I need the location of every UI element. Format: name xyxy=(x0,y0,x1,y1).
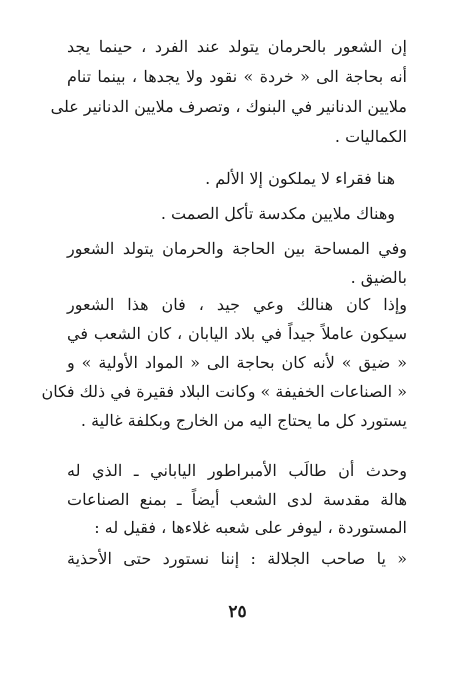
text-line: وحدث أن طالَب الأمبراطور الياباني ـ الذي له xyxy=(67,461,407,480)
text-line: سيكون عاملاً جيداً في بلاد اليابان ، كان الشعب في xyxy=(67,324,407,343)
text-line: وإذا كان هنالك وعي جيد ، فان هذا الشعور xyxy=(67,295,407,314)
text-line: « يا صاحب الجلالة : إننا نستورد حتى الأحذية xyxy=(67,549,407,568)
text-line: المستوردة ، ليوفر على شعبه غلاءها ، فقيل له : xyxy=(94,518,407,537)
page-number: ٢٥ xyxy=(228,602,247,622)
text-line: بالضيق . xyxy=(350,268,407,287)
text-line: يستورد كل ما يحتاج اليه من الخارج وبكلفة غالية . xyxy=(80,411,407,430)
text-line: هنا فقراء لا يملكون إلا الألم . xyxy=(205,169,395,188)
text-line: وفي المساحة بين الحاجة والحرمان يتولد الشعور xyxy=(67,239,407,258)
text-line: « ضيق » لأنه كان بحاجة الى « المواد الأولية » و xyxy=(67,353,407,372)
text-line: « الصناعات الخفيفة » وكانت البلاد فقيرة في ذلك فكان xyxy=(41,382,407,401)
text-line: هالة مقدسة لدى الشعب أيضاً ـ بمنع الصناعات xyxy=(67,490,407,509)
text-line: إن الشعور بالحرمان يتولد عند الفرد ، حينما يجد xyxy=(67,37,407,56)
text-line: الكماليات . xyxy=(334,127,407,146)
text-line: ملايين الدنانير في البنوك ، وتصرف ملايين الدنانير على xyxy=(50,97,407,116)
text-line: أنه بحاجة الى « خردة » نقود ولا يجدها ، بينما تنام xyxy=(67,67,407,86)
text-line: وهناك ملايين مكدسة تأكل الصمت . xyxy=(160,204,395,223)
